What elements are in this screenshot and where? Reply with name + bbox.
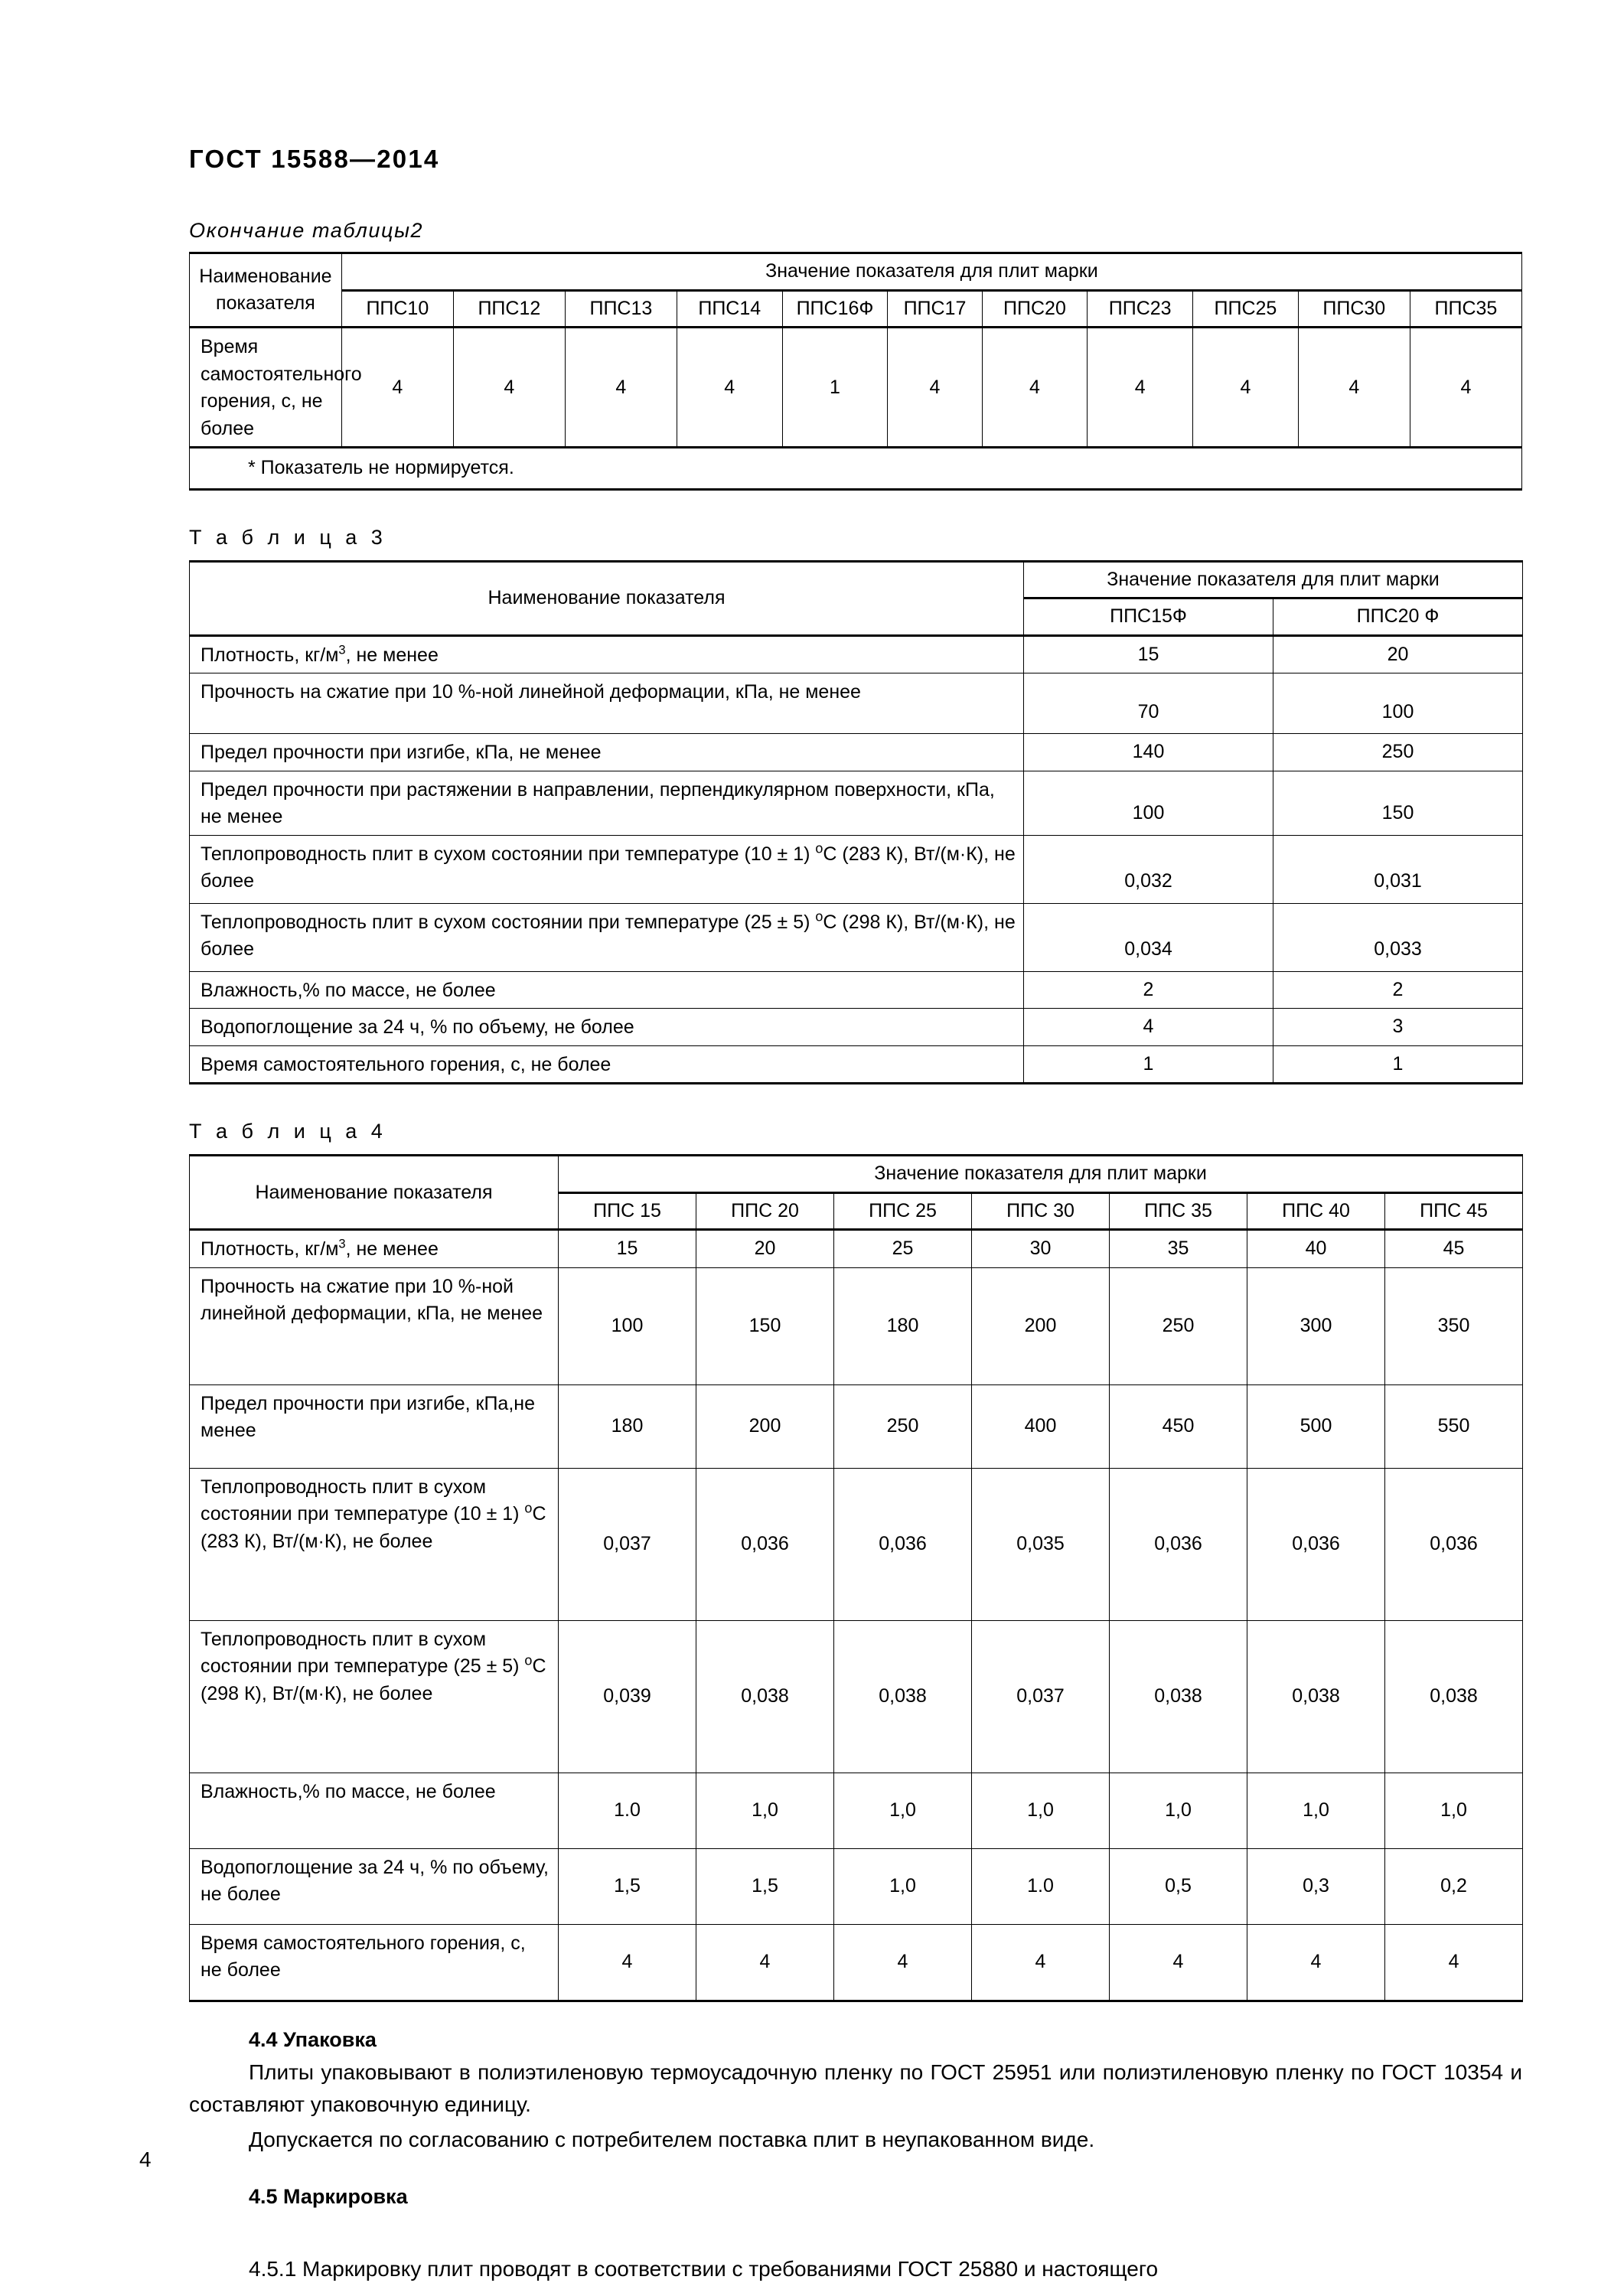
- table-3: [189, 560, 1523, 1085]
- row-label: Влажность,% по массе, не более: [190, 1773, 559, 1848]
- table-2-continuation: [189, 252, 1522, 491]
- cell-value: 450: [1110, 1384, 1247, 1468]
- table-2-head: [190, 253, 1522, 328]
- table2-col-9: ППС30: [1298, 290, 1410, 328]
- row-label: Предел прочности при изгибе, кПа,не менее: [190, 1384, 559, 1468]
- cell-value: 0,036: [1247, 1468, 1385, 1620]
- table4-col-4: ППС 35: [1110, 1192, 1247, 1230]
- row-label: Время самостоятельного горения, с, не более: [190, 1045, 1024, 1084]
- section-heading-4-4: 4.4 Упаковка: [249, 2027, 377, 2051]
- cell-value: 0,036: [1385, 1468, 1523, 1620]
- table-row: [190, 734, 1523, 771]
- cell-value: 4: [565, 328, 677, 448]
- table2-value-header: Значение показателя для плит марки: [341, 253, 1521, 291]
- table-row: [190, 1045, 1523, 1084]
- cell-value: 30: [972, 1230, 1110, 1268]
- page-content: [189, 145, 1522, 2288]
- cell-value: 1,0: [834, 1848, 972, 1924]
- cell-value: 1,0: [834, 1773, 972, 1848]
- cell-value: 4: [888, 328, 982, 448]
- cell-value: 0,032: [1024, 835, 1273, 903]
- spacer: [189, 2002, 1522, 2028]
- cell-value: 150: [696, 1267, 834, 1384]
- table-3-head: [190, 561, 1523, 635]
- cell-value: 0,038: [1110, 1620, 1247, 1773]
- paragraph-4-4-2: Допускается по согласованию с потребителем поставка плит в неупакованном виде.: [249, 2127, 1095, 2151]
- cell-value: 100: [1024, 771, 1273, 835]
- table4-col-1: ППС 20: [696, 1192, 834, 1230]
- cell-value: 4: [453, 328, 565, 448]
- table3-col-0: ППС15Ф: [1024, 598, 1273, 636]
- table4-col-2: ППС 25: [834, 1192, 972, 1230]
- cell-value: 20: [1273, 635, 1523, 673]
- row-label: Теплопроводность плит в сухом состоянии при температуре (10 ± 1) $^о$С (283 К), Вт/(м·К), не более: [190, 1468, 559, 1620]
- table2-col-6: ППС20: [982, 290, 1088, 328]
- cell-value: 15: [559, 1230, 696, 1268]
- row-label: Предел прочности при растяжении в направлении, перпендикулярном поверхности, кПа, не менее: [190, 771, 1024, 835]
- cell-value: 0,033: [1273, 903, 1523, 971]
- table-4-head: [190, 1156, 1523, 1230]
- row-label: Теплопроводность плит в сухом состоянии при температуре (25 ± 5) $^о$С (298 К), Вт/(м·К), не более: [190, 1620, 559, 1773]
- table-row: [190, 1848, 1523, 1924]
- cell-value: 1,0: [1385, 1773, 1523, 1848]
- row-label: Теплопроводность плит в сухом состоянии при температуре (10 ± 1) $^о$С (283 К), Вт/(м·К), не более: [190, 835, 1024, 903]
- table3-col-1: ППС20 Ф: [1273, 598, 1523, 636]
- table-row: [190, 1267, 1523, 1384]
- table2-name-header: Наименование показателя: [190, 253, 342, 328]
- table3-caption: Т а б л и ц а 3: [189, 525, 387, 549]
- table2-col-8: ППС25: [1193, 290, 1299, 328]
- row-label: Влажность,% по массе, не более: [190, 971, 1024, 1009]
- table-2-body: [190, 328, 1522, 490]
- table2-col-1: ППС12: [453, 290, 565, 328]
- cell-value: 0,038: [1247, 1620, 1385, 1773]
- document-header: ГОСТ 15588—2014: [189, 145, 440, 173]
- row-label: Время самостоятельного горения, с, не более: [190, 1924, 559, 2001]
- table4-name-header: Наименование показателя: [190, 1156, 559, 1230]
- cell-value: 70: [1024, 673, 1273, 734]
- cell-value: 250: [1273, 734, 1523, 771]
- row-label: Водопоглощение за 24 ч, % по объему, не более: [190, 1009, 1024, 1046]
- paragraph-4-5-1: 4.5.1 Маркировку плит проводят в соответствии с требованиями ГОСТ 25880 и настоящего: [249, 2256, 1159, 2281]
- cell-value: 0,038: [1385, 1620, 1523, 1773]
- table-row: [190, 1924, 1523, 2001]
- table3-value-header: Значение показателя для плит марки: [1024, 561, 1523, 598]
- table3-name-header: Наименование показателя: [190, 561, 1024, 635]
- cell-value: 4: [1410, 328, 1521, 448]
- row-label: Время самостоятельного горения, с, не более: [190, 328, 342, 448]
- cell-value: 140: [1024, 734, 1273, 771]
- table-row: [190, 253, 1522, 291]
- cell-value: 4: [559, 1924, 696, 2001]
- cell-value: 20: [696, 1230, 834, 1268]
- table-row: [190, 971, 1523, 1009]
- cell-value: 4: [1024, 1009, 1273, 1046]
- cell-value: 4: [982, 328, 1088, 448]
- cell-value: 0,036: [1110, 1468, 1247, 1620]
- cell-value: 150: [1273, 771, 1523, 835]
- cell-value: 0,039: [559, 1620, 696, 1773]
- cell-value: 0,3: [1247, 1848, 1385, 1924]
- table-row: [190, 1156, 1523, 1193]
- cell-value: 1.0: [972, 1848, 1110, 1924]
- cell-value: 4: [696, 1924, 834, 2001]
- table4-col-5: ППС 40: [1247, 1192, 1385, 1230]
- table-row: [190, 771, 1523, 835]
- cell-value: 1,0: [1110, 1773, 1247, 1848]
- table4-col-3: ППС 30: [972, 1192, 1110, 1230]
- cell-value: 1,0: [972, 1773, 1110, 1848]
- table2-col-10: ППС35: [1410, 290, 1521, 328]
- cell-value: 2: [1024, 971, 1273, 1009]
- cell-value: 350: [1385, 1267, 1523, 1384]
- cell-value: 0,034: [1024, 903, 1273, 971]
- table-row: [190, 1773, 1523, 1848]
- cell-value: 550: [1385, 1384, 1523, 1468]
- cell-value: 200: [972, 1267, 1110, 1384]
- table-row: [190, 673, 1523, 734]
- cell-value: 500: [1247, 1384, 1385, 1468]
- cell-value: 2: [1273, 971, 1523, 1009]
- table-row: [190, 1620, 1523, 1773]
- table4-value-header: Значение показателя для плит марки: [559, 1156, 1523, 1193]
- cell-value: 4: [972, 1924, 1110, 2001]
- section-heading-4-5: 4.5 Маркировка: [249, 2184, 408, 2208]
- cell-value: 40: [1247, 1230, 1385, 1268]
- cell-value: 300: [1247, 1267, 1385, 1384]
- cell-value: 1: [782, 328, 888, 448]
- cell-value: 1,0: [696, 1773, 834, 1848]
- table-row: [190, 1468, 1523, 1620]
- cell-value: 35: [1110, 1230, 1247, 1268]
- table2-col-4: ППС16Ф: [782, 290, 888, 328]
- cell-value: 0,037: [972, 1620, 1110, 1773]
- spacer: [189, 2213, 1522, 2253]
- cell-value: 0,038: [834, 1620, 972, 1773]
- row-label: Теплопроводность плит в сухом состоянии при температуре (25 ± 5) $^о$С (298 К), Вт/(м·К), не более: [190, 903, 1024, 971]
- page-number: 4: [139, 2148, 152, 2171]
- table4-caption: Т а б л и ц а 4: [189, 1120, 387, 1143]
- cell-value: 100: [559, 1267, 696, 1384]
- spacer: [189, 2159, 1522, 2185]
- cell-value: 3: [1273, 1009, 1523, 1046]
- table-4: [189, 1154, 1523, 2002]
- table-row: [190, 1384, 1523, 1468]
- cell-value: 4: [677, 328, 782, 448]
- cell-value: 25: [834, 1230, 972, 1268]
- cell-value: 100: [1273, 673, 1523, 734]
- cell-value: 4: [1385, 1924, 1523, 2001]
- cell-value: 200: [696, 1384, 834, 1468]
- cell-value: 4: [1110, 1924, 1247, 2001]
- table2-col-3: ППС14: [677, 290, 782, 328]
- row-label: Водопоглощение за 24 ч, % по объему, не более: [190, 1848, 559, 1924]
- row-label: Плотность, $кг/м^3$, не менее: [190, 635, 1024, 673]
- table-footnote: * Показатель не нормируется.: [190, 448, 1522, 490]
- table-row: [190, 635, 1523, 673]
- spacer: [189, 491, 1522, 526]
- cell-value: 1: [1273, 1045, 1523, 1084]
- table2-col-2: ППС13: [565, 290, 677, 328]
- cell-value: 0,2: [1385, 1848, 1523, 1924]
- cell-value: 1,5: [696, 1848, 834, 1924]
- table-row: [190, 328, 1522, 448]
- cell-value: 0,5: [1110, 1848, 1247, 1924]
- table2-col-7: ППС23: [1088, 290, 1193, 328]
- cell-value: 15: [1024, 635, 1273, 673]
- cell-value: 0,031: [1273, 835, 1523, 903]
- cell-value: 4: [1193, 328, 1299, 448]
- cell-value: 4: [1088, 328, 1193, 448]
- cell-value: 4: [1298, 328, 1410, 448]
- cell-value: 1,0: [1247, 1773, 1385, 1848]
- table-row: [190, 561, 1523, 598]
- cell-value: 250: [1110, 1267, 1247, 1384]
- cell-value: 0,036: [696, 1468, 834, 1620]
- cell-value: 4: [834, 1924, 972, 2001]
- table-row: [190, 903, 1523, 971]
- table2-caption: Окончание таблицы2: [189, 219, 424, 243]
- table-row: [190, 1009, 1523, 1046]
- cell-value: 0,037: [559, 1468, 696, 1620]
- cell-value: 1,5: [559, 1848, 696, 1924]
- cell-value: 0,035: [972, 1468, 1110, 1620]
- table-footnote-row: [190, 448, 1522, 490]
- table-4-body: [190, 1230, 1523, 2001]
- row-label: Прочность на сжатие при 10 %-ной линейной деформации, кПа, не менее: [190, 1267, 559, 1384]
- cell-value: 0,038: [696, 1620, 834, 1773]
- cell-value: 180: [559, 1384, 696, 1468]
- table4-col-0: ППС 15: [559, 1192, 696, 1230]
- cell-value: 4: [341, 328, 453, 448]
- cell-value: 400: [972, 1384, 1110, 1468]
- table2-col-0: ППС10: [341, 290, 453, 328]
- row-label: Плотность, $кг/м^3$, не менее: [190, 1230, 559, 1268]
- cell-value: 0,036: [834, 1468, 972, 1620]
- cell-value: 4: [1247, 1924, 1385, 2001]
- cell-value: 250: [834, 1384, 972, 1468]
- row-label: Прочность на сжатие при 10 %-ной линейной деформации, кПа, не менее: [190, 673, 1024, 734]
- spacer: [189, 1084, 1522, 1120]
- paragraph-4-4-1: Плиты упаковывают в полиэтиленовую термоусадочную пленку по ГОСТ 25951 или полиэтиленовую пленку по ГОСТ 10354 и составляют упаковочную единицу.: [189, 2060, 1522, 2116]
- table2-col-5: ППС17: [888, 290, 982, 328]
- table-row: [190, 290, 1522, 328]
- cell-value: 1: [1024, 1045, 1273, 1084]
- row-label: Предел прочности при изгибе, кПа, не менее: [190, 734, 1024, 771]
- table4-col-6: ППС 45: [1385, 1192, 1523, 1230]
- table-row: [190, 835, 1523, 903]
- cell-value: 180: [834, 1267, 972, 1384]
- table-3-body: [190, 635, 1523, 1084]
- cell-value: 45: [1385, 1230, 1523, 1268]
- table-row: [190, 1230, 1523, 1268]
- cell-value: 1.0: [559, 1773, 696, 1848]
